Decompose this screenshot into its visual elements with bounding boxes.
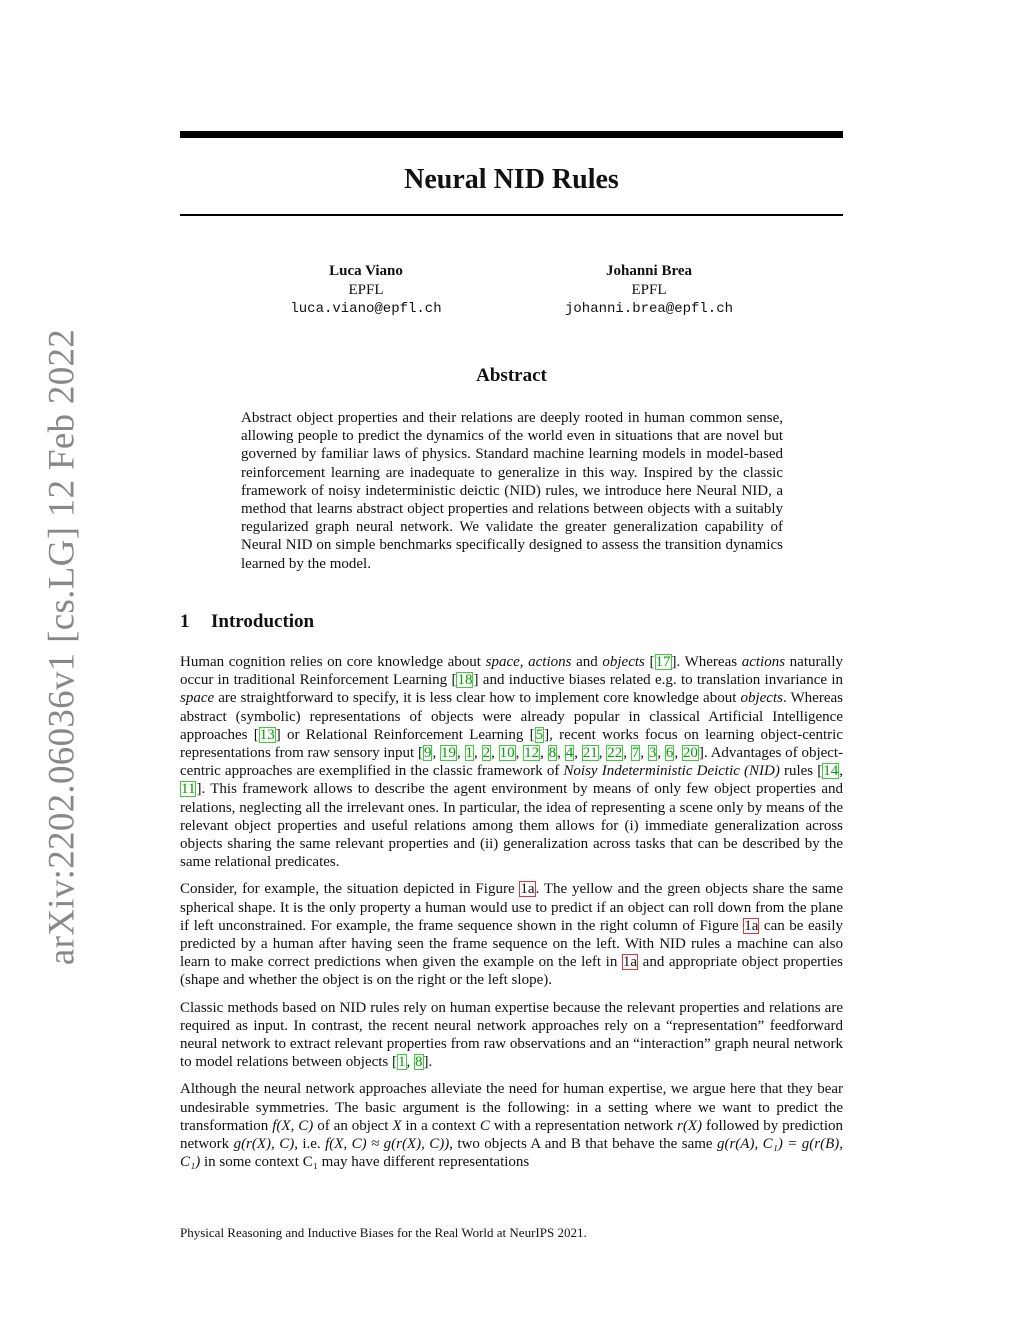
author-affiliation: EPFL bbox=[348, 282, 384, 298]
section-title: Introduction bbox=[211, 611, 315, 632]
citation-link[interactable]: 9 bbox=[423, 745, 432, 762]
citation-link[interactable]: 2 bbox=[482, 745, 491, 762]
citation-link[interactable]: 19 bbox=[441, 745, 457, 762]
paragraph-3: Classic methods based on NID rules rely on human expertise because the relevant properties and relations are required as input. In contrast, the recent neural network approaches rely on a “representation” feedforward neural network to extract relevant properties from raw observations and an “interaction” graph neural network to model relations between objects [1, 8]. bbox=[180, 999, 843, 1071]
arxiv-stamp: arXiv:2202.06036v1 [cs.LG] 12 Feb 2022 bbox=[41, 328, 83, 966]
paper-title: Neural NID Rules bbox=[404, 164, 619, 195]
figure-link[interactable]: 1a bbox=[622, 954, 638, 971]
paragraph-4: Although the neural network approaches alleviate the need for human expertise, we argue here that they bear undesirable symmetries. The basic argument is the following: in a setting where we want to predict the transformation f(X, C) of an object X in a context C with a representation network r(X) followed by prediction network g(r(X), C), i.e. f(X, C) ≈ g(r(X), C)), two objects A and B that behave the same g(r(A), C₁) = g(r(B), C₁) in some context C₁ may have different representations bbox=[180, 1081, 843, 1171]
citation-link[interactable]: 18 bbox=[457, 672, 473, 689]
paragraph-2: Consider, for example, the situation depicted in Figure 1a. The yellow and the green objects share the same spherical shape. It is the only property a human would use to predict if an object can roll down from the plane if left unconstrained. For example, the frame sequence shown in the right column of Figure 1a can be easily predicted by a human after having seen the frame sequence on the left. With NID rules a machine can also learn to make correct predictions when given the example on the left in 1a and appropriate object properties (shape and whether the object is on the right or the left slope). bbox=[180, 881, 843, 989]
title-bottom-rule bbox=[180, 214, 843, 216]
citation-link[interactable]: 8 bbox=[548, 745, 557, 762]
author-block-2 bbox=[499, 262, 799, 319]
introduction-body bbox=[180, 653, 843, 1180]
citation-link[interactable]: 8 bbox=[415, 1054, 423, 1071]
citation-link[interactable]: 1 bbox=[465, 745, 474, 762]
author-name: Johanni Brea bbox=[606, 263, 692, 279]
figure-link[interactable]: 1a bbox=[520, 881, 535, 898]
citation-link[interactable]: 7 bbox=[631, 745, 640, 762]
citation-link[interactable]: 14 bbox=[823, 763, 839, 780]
author-name: Luca Viano bbox=[329, 263, 403, 279]
citation-link[interactable]: 21 bbox=[582, 745, 598, 762]
citation-link[interactable]: 13 bbox=[259, 726, 275, 743]
author-email[interactable]: luca.viano@epfl.ch bbox=[290, 301, 442, 317]
citation-link[interactable]: 22 bbox=[607, 745, 623, 762]
paragraph-1: Human cognition relies on core knowledge about space, actions and objects [17]. Whereas actions naturally occur in traditional Reinforcement Learning [18] and inductive biases related e.g. to translation invariance in space are straightforward to specify, it is less clear how to implement core knowledge about objects. Whereas abstract (symbolic) representations of objects were already popular in classical Artificial Intelligence approaches [13] or Relational Reinforcement Learning [5], recent works focus on learning object-centric representations from raw sensory input [9, 19, 1, 2, 10, 12, 8, 4, 21, 22, 7, 3, 6, 20]. Advantages of object-centric approaches are exemplified in the classic framework of Noisy Indeterministic Deictic (NID) rules [14, 11]. This framework allows to describe the agent environment by means of only few object properties and relations, neglecting all the irrelevant ones. In particular, the idea of representing a scene only by means of the relevant object properties and useful relations among them allows for (i) immediate generalization across objects sharing the same relevant properties and (ii) generalization across tasks that can be described by the same relational predicates. bbox=[180, 654, 844, 871]
figure-link[interactable]: 1a bbox=[744, 917, 759, 934]
title-top-rule bbox=[180, 131, 843, 138]
citation-link[interactable]: 5 bbox=[535, 726, 544, 743]
abstract-heading: Abstract bbox=[476, 365, 547, 386]
abstract-text: Abstract object properties and their relations are deeply rooted in human common sense, allowing people to predict the dynamics of the world even in situations that are novel but governed by familiar laws of physics. Standard machine learning models in model-based reinforcement learning are inadequate to generalize in this way. Inspired by the classic framework of noisy indeterministic deictic (NID) rules, we introduce here Neural NID, a method that learns abstract object properties and relations between objects with a suitably regularized graph neural network. We validate the greater generalization capability of Neural NID on simple benchmarks specifically designed to assess the transition dynamics learned by the model. bbox=[241, 410, 783, 572]
section-number: 1 bbox=[180, 611, 190, 632]
citation-link[interactable]: 17 bbox=[655, 654, 671, 670]
conference-footnote: Physical Reasoning and Inductive Biases for the Real World at NeurIPS 2021. bbox=[180, 1225, 587, 1240]
citation-link[interactable]: 6 bbox=[665, 745, 674, 762]
section-heading-introduction bbox=[180, 609, 314, 635]
citation-link[interactable]: 3 bbox=[648, 745, 657, 762]
author-affiliation: EPFL bbox=[631, 282, 667, 298]
citation-link[interactable]: 12 bbox=[524, 745, 540, 762]
citation-link[interactable]: 4 bbox=[565, 745, 574, 762]
citation-link[interactable]: 20 bbox=[682, 745, 698, 762]
citation-link[interactable]: 10 bbox=[499, 745, 515, 762]
author-block-1 bbox=[216, 262, 516, 319]
author-email[interactable]: johanni.brea@epfl.ch bbox=[564, 301, 734, 317]
citation-link[interactable]: 1 bbox=[398, 1054, 406, 1071]
citation-link[interactable]: 11 bbox=[181, 781, 196, 798]
